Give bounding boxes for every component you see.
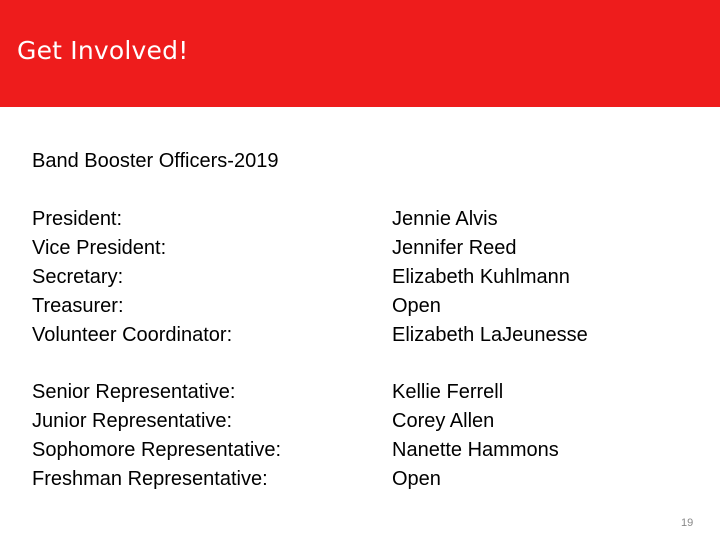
slide-title: Get Involved! — [17, 36, 189, 65]
page-number: 19 — [681, 517, 694, 529]
name-freshman-representative: Open — [392, 468, 441, 490]
officer-roles-list — [32, 205, 232, 350]
role-volunteer-coordinator: Volunteer Coordinator: — [32, 324, 233, 346]
name-senior-representative: Kellie Ferrell — [392, 381, 504, 403]
role-senior-representative: Senior Representative: — [32, 381, 236, 403]
name-sophomore-representative: Nanette Hammons — [392, 439, 559, 461]
representative-roles-list — [32, 378, 281, 494]
role-president: President: — [32, 208, 123, 230]
title-bar — [0, 0, 720, 107]
role-freshman-representative: Freshman Representative: — [32, 468, 268, 490]
name-treasurer: Open — [392, 295, 441, 317]
name-volunteer-coordinator: Elizabeth LaJeunesse — [392, 324, 588, 346]
officers-heading: Band Booster Officers-2019 — [32, 150, 279, 172]
representative-names-list — [392, 378, 559, 494]
name-secretary: Elizabeth Kuhlmann — [392, 266, 570, 288]
name-president: Jennie Alvis — [392, 208, 498, 230]
name-junior-representative: Corey Allen — [392, 410, 495, 432]
role-sophomore-representative: Sophomore Representative: — [32, 439, 282, 461]
role-treasurer: Treasurer: — [32, 295, 124, 317]
role-secretary: Secretary: — [32, 266, 124, 288]
officer-names-list — [392, 205, 588, 350]
name-vice-president: Jennifer Reed — [392, 237, 517, 259]
role-vice-president: Vice President: — [32, 237, 167, 259]
role-junior-representative: Junior Representative: — [32, 410, 233, 432]
